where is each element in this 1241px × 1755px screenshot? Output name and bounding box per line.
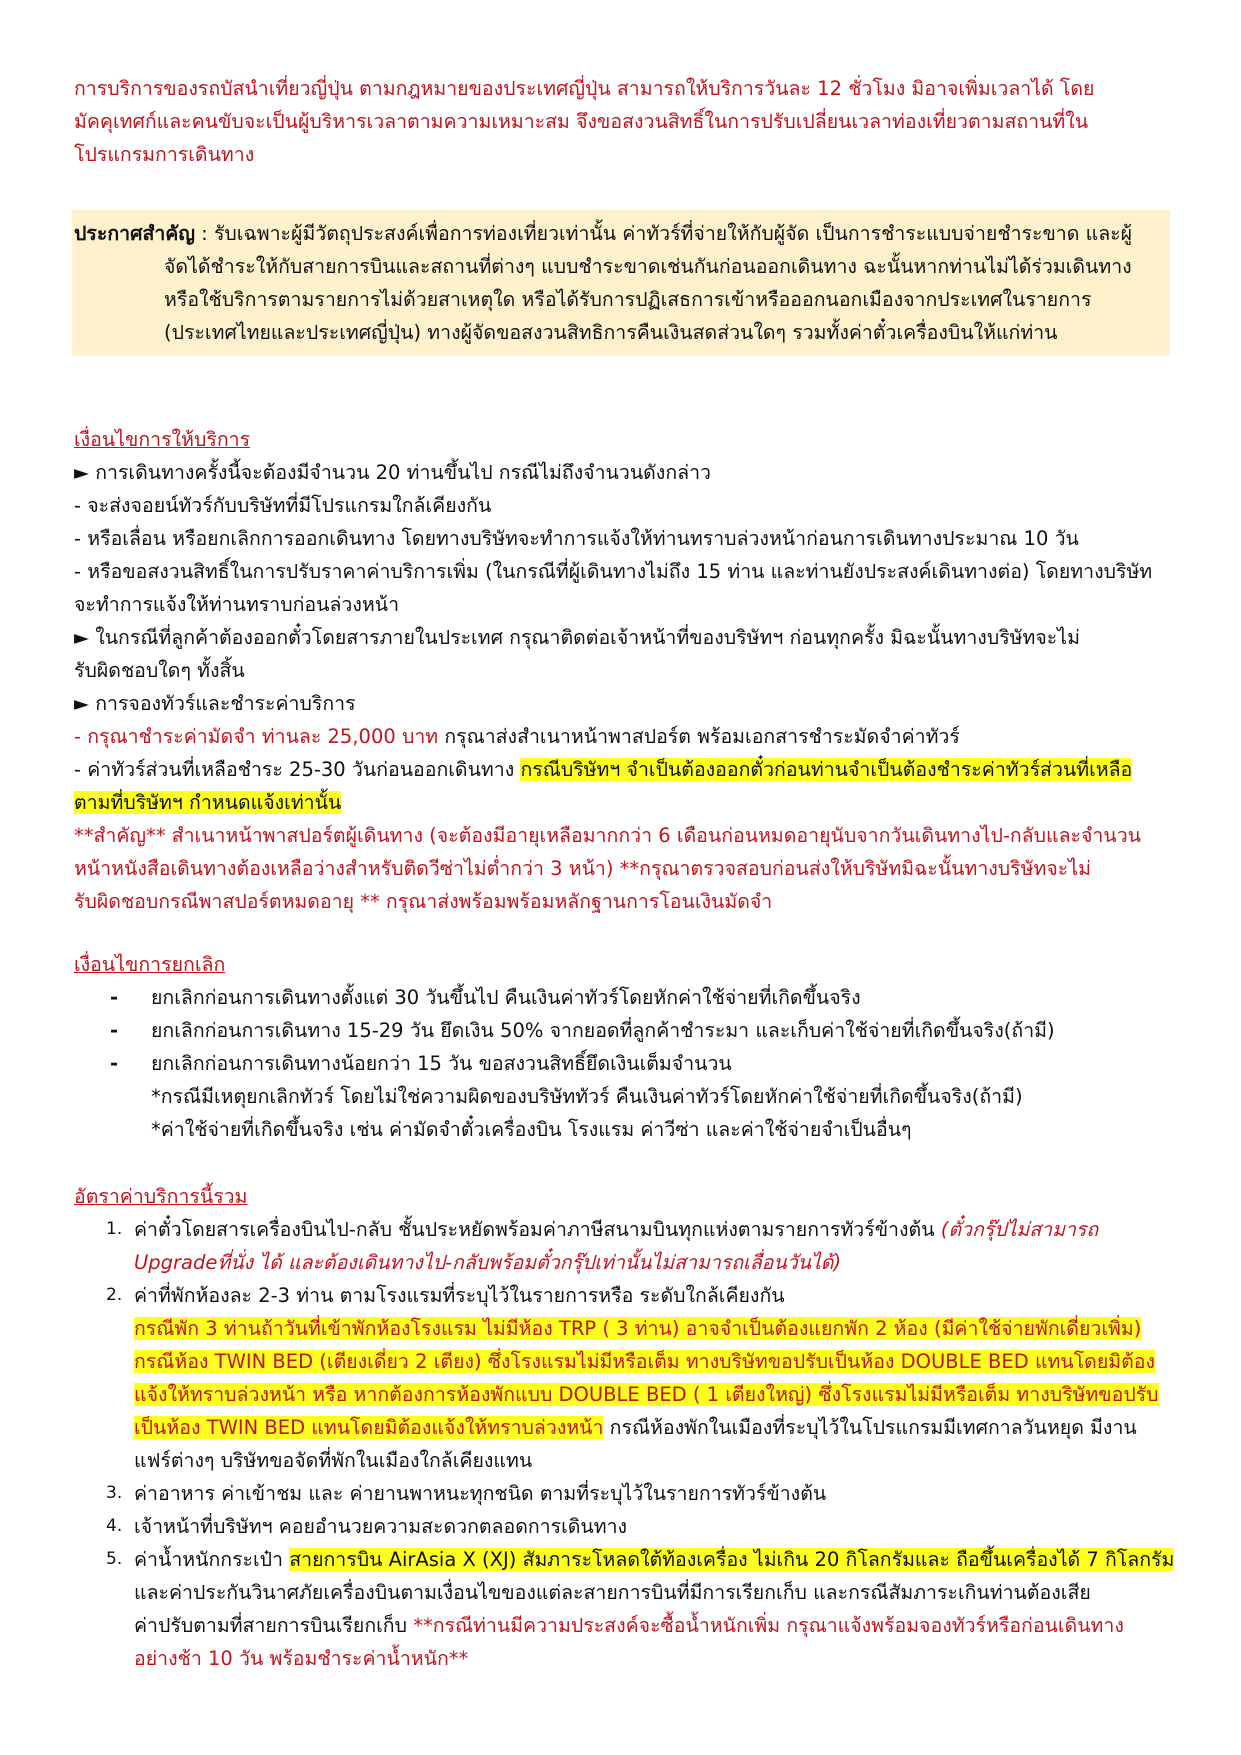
list-item-text: ค่าอาหาร ค่าเข้าชม และ ค่ายานพาหนะทุกชนิด ตามที่ระบุไว้ในรายการทัวร์ข้างต้น	[134, 1482, 827, 1505]
list-item-text: ค่าที่พักห้องละ 2-3 ท่าน ตามโรงแรมที่ระบุไว้ในรายการหรือ ระดับใกล้เคียงกัน	[134, 1284, 785, 1307]
notice-line: หรือใช้บริการตามรายการไม่ด้วยสาเหตุใด หรือได้รับการปฏิเสธการเข้าหรือออกนอกเมืองจากประเทศในรายการ	[164, 288, 1092, 311]
intro-line: โปรแกรมการเดินทาง	[74, 143, 255, 166]
list-item-note: **กรณีท่านมีความประสงค์จะซื้อน้ำหนักเพิ่ม กรุณาแจ้งพร้อมจองทัวร์หรือก่อนเดินทาง	[413, 1614, 1124, 1637]
hotel-highlight: แจ้งให้ทราบล่วงหน้า หรือ หากต้องการห้องพักแบบ DOUBLE BED ( 1 เตียงใหญ่) ซึ่งโรงแรมไม่มีหรือเต็ม ทางบริษัทขอปรับ	[134, 1383, 1159, 1406]
list-item-note: Upgradeที่นั่ง ได้ และต้องเดินทางไป-กลับพร้อมตั๋วกรุ๊ปเท่านั้นไม่สามารถเลื่อนวันได้)	[134, 1251, 842, 1274]
condition-line: - จะส่งจอยน์ทัวร์กับบริษัทที่มีโปรแกรมใกล้เคียงกัน	[74, 494, 492, 517]
hotel-highlight: กรณีห้อง TWIN BED (เตียงเดี่ยว 2 เตียง) ซึ่งโรงแรมไม่มีหรือเต็ม ทางบริษัทขอปรับเป็นห้อง DOUBLE BED แทนโดยมิต้อง	[134, 1350, 1156, 1373]
list-item	[74, 1014, 1169, 1047]
condition-line: รับผิดชอบใดๆ ทั้งสิ้น	[74, 659, 245, 682]
list-item-text: ค่าน้ำหนักกระเป๋า	[134, 1548, 290, 1571]
included-list	[74, 1213, 1175, 1675]
list-item-text: ค่าปรับตามที่สายการบินเรียกเก็บ	[134, 1614, 414, 1637]
list-item-text: ยกเลิกก่อนการเดินทาง 15-29 วัน ยึดเงิน 50% จากยอดที่ลูกค้าชำระมา และเก็บค่าใช้จ่ายที่เกิดขึ้นจริง(ถ้ามี)	[151, 1019, 1055, 1042]
list-item	[74, 1213, 1169, 1279]
service-conditions-section	[74, 423, 1169, 918]
hotel-highlight: กรณีพัก 3 ท่านถ้าวันที่เข้าพักห้องโรงแรม ไม่มีห้อง TRP ( 3 ท่าน) อาจจำเป็นต้องแยกพัก 2 ห้อง (มีค่าใช้จ่ายพักเดี่ยวเพิ่ม)	[134, 1317, 1142, 1340]
balance-line	[74, 753, 1169, 786]
list-item-text: ยกเลิกก่อนการเดินทางน้อยกว่า 15 วัน ขอสงวนสิทธิ์ยึดเงินเต็มจำนวน	[151, 1052, 732, 1075]
cancellation-note: *ค่าใช้จ่ายที่เกิดขึ้นจริง เช่น ค่ามัดจำตั๋วเครื่องบิน โรงแรม ค่าวีซ่า และค่าใช้จ่ายจำเป็นอื่นๆ	[151, 1118, 912, 1141]
list-item-text: กรณีห้องพักในเมืองที่ระบุไว้ในโปรแกรมมีเทศกาลวันหยุด มีงาน	[603, 1416, 1137, 1439]
baggage-highlight: สายการบิน AirAsia X (XJ) สัมภาระโหลดใต้ท้องเครื่อง ไม่เกิน 20 กิโลกรัมและ ถือขึ้นเครื่องได้ 7 กิโลกรัม	[289, 1548, 1175, 1571]
cancellation-section	[74, 948, 1169, 1146]
list-item-text: ยกเลิกก่อนการเดินทางตั้งแต่ 30 วันขึ้นไป คืนเงินค่าทัวร์โดยหักค่าใช้จ่ายที่เกิดขึ้นจริง	[151, 986, 861, 1009]
list-item-text: เจ้าหน้าที่บริษัทฯ คอยอำนวยความสะดวกตลอดการเดินทาง	[134, 1515, 628, 1538]
list-number: 3.	[106, 1483, 123, 1503]
section-heading: เงื่อนไขการยกเลิก	[74, 953, 226, 976]
list-item	[74, 981, 1169, 1014]
bullet-dash: -	[110, 1019, 119, 1042]
condition-line: ► การจองทัวร์และชำระค่าบริการ	[74, 692, 356, 715]
notice-line: (ประเทศไทยและประเทศญี่ปุ่น) ทางผู้จัดขอสงวนสิทธิการคืนเงินสดส่วนใดๆ รวมทั้งค่าตั๋วเครื่องบินให้แก่ท่าน	[164, 321, 1058, 344]
deposit-line	[74, 720, 1169, 753]
intro-line: มัคคุเทศก์และคนขับจะเป็นผู้บริหารเวลาตามความเหมาะสม จึงขอสงวนสิทธิ์ในการปรับเปลี่ยนเวลาท่องเที่ยวตามสถานที่ใน	[74, 110, 1089, 133]
condition-line: - หรือขอสงวนสิทธิ์ในการปรับราคาค่าบริการเพิ่ม (ในกรณีที่ผู้เดินทางไม่ถึง 15 ท่าน และท่านยังประสงค์เดินทางต่อ) โดยทางบริษัท	[74, 560, 1153, 583]
notice-label: ประกาศสำคัญ	[74, 222, 195, 245]
list-item-text: แฟร์ต่างๆ บริษัทขอจัดที่พักในเมืองใกล้เคียงแทน	[134, 1449, 533, 1472]
notice-first-line	[74, 217, 1132, 250]
condition-line: จะทำการแจ้งให้ท่านทราบก่อนล่วงหน้า	[74, 593, 400, 616]
list-item	[74, 1510, 1169, 1543]
balance-line-2	[74, 786, 1169, 819]
hotel-highlight: เป็นห้อง TWIN BED แทนโดยมิต้องแจ้งให้ทราบล่วงหน้า	[134, 1416, 604, 1439]
notice-body	[164, 250, 1154, 349]
intro-paragraph	[74, 72, 1169, 171]
list-item-note: อย่างช้า 10 วัน พร้อมชำระค่าน้ำหนัก**	[134, 1647, 469, 1670]
deposit-text: กรุณาส่งสำเนาหน้าพาสปอร์ต พร้อมเอกสารชำระมัดจำค่าทัวร์	[438, 725, 960, 748]
important-passport-line: **สำคัญ** สำเนาหน้าพาสปอร์ตผู้เดินทาง (จะต้องมีอายุเหลือมากกว่า 6 เดือนก่อนหมดอายุนับจากวันเดินทางไป-กลับและจำนวน	[74, 824, 1141, 847]
condition-line: ► การเดินทางครั้งนี้จะต้องมีจำนวน 20 ท่านขึ้นไป กรณีไม่ถึงจำนวนดังกล่าว	[74, 461, 711, 484]
list-item	[74, 1279, 1169, 1477]
balance-highlight: ตามที่บริษัทฯ กำหนดแจ้งเท่านั้น	[74, 791, 342, 814]
included-services-section	[74, 1180, 1175, 1675]
list-number: 1.	[106, 1219, 123, 1239]
section-heading: เงื่อนไขการให้บริการ	[74, 428, 251, 451]
list-number: 2.	[106, 1285, 123, 1305]
important-notice-box	[72, 210, 1170, 356]
notice-text: : รับเฉพาะผู้มีวัตถุประสงค์เพื่อการท่องเที่ยวเท่านั้น ค่าทัวร์ที่จ่ายให้กับผู้จัด เป็นการชำระแบบจ่ายชำระขาด และผู้	[194, 222, 1133, 245]
bullet-dash: -	[110, 1052, 119, 1075]
deposit-amount: - กรุณาชำระค่ามัดจำ ท่านละ 25,000 บาท	[74, 725, 439, 748]
balance-highlight: กรณีบริษัทฯ จำเป็นต้องออกตั๋วก่อนท่านจำเป็นต้องชำระค่าทัวร์ส่วนที่เหลือ	[520, 758, 1133, 781]
important-passport-line: รับผิดชอบกรณีพาสปอร์ตหมดอายุ ** กรุณาส่งพร้อมพร้อมหลักฐานการโอนเงินมัดจำ	[74, 890, 773, 913]
condition-line: - หรือเลื่อน หรือยกเลิกการออกเดินทาง โดยทางบริษัทจะทำการแจ้งให้ท่านทราบล่วงหน้าก่อนการเดินทางประมาณ 10 วัน	[74, 527, 1079, 550]
intro-line: การบริการของรถบัสนำเที่ยวญี่ปุ่น ตามกฎหมายของประเทศญี่ปุ่น สามารถให้บริการวันละ 12 ชั่วโมง มิอาจเพิ่มเวลาได้ โดย	[74, 77, 1095, 100]
list-item-note: (ตั๋วกรุ๊ปไม่สามารถ	[940, 1218, 1099, 1241]
condition-line: ► ในกรณีที่ลูกค้าต้องออกตั๋วโดยสารภายในประเทศ กรุณาติดต่อเจ้าหน้าที่ของบริษัทฯ ก่อนทุกครั้ง มิฉะนั้นทางบริษัทจะไม่	[74, 626, 1080, 649]
section-heading: อัตราค่าบริการนี้รวม	[74, 1185, 248, 1208]
list-item	[74, 1047, 1169, 1080]
list-item-text: และค่าประกันวินาศภัยเครื่องบินตามเงื่อนไขของแต่ละสายการบินที่มีการเรียกเก็บ และกรณีสัมภาระเกินท่านต้องเสีย	[134, 1581, 1091, 1604]
cancellation-note: *กรณีมีเหตุยกเลิกทัวร์ โดยไม่ใช่ความผิดของบริษัททัวร์ คืนเงินค่าทัวร์โดยหักค่าใช้จ่ายที่เกิดขึ้นจริง(ถ้ามี)	[151, 1085, 1023, 1108]
list-item	[74, 1543, 1175, 1675]
list-number: 4.	[106, 1516, 123, 1536]
notice-line: จัดได้ชำระให้กับสายการบินและสถานที่ต่างๆ แบบชำระขาดเช่นกันก่อนออกเดินทาง ฉะนั้นหากท่านไม่ได้ร่วมเดินทาง	[164, 255, 1132, 278]
important-passport-line: หน้าหนังสือเดินทางต้องเหลือว่างสำหรับติดวีซ่าไม่ต่ำกว่า 3 หน้า) **กรุณาตรวจสอบก่อนส่งให้บริษัทมิฉะนั้นทางบริษัทจะไม่	[74, 857, 1091, 880]
bullet-dash: -	[110, 986, 119, 1009]
list-item-text: ค่าตั๋วโดยสารเครื่องบินไป-กลับ ชั้นประหยัดพร้อมค่าภาษีสนามบินทุกแห่งตามรายการทัวร์ข้างต้น	[134, 1218, 941, 1241]
list-item	[74, 1477, 1169, 1510]
list-number: 5.	[106, 1549, 123, 1569]
balance-text: - ค่าทัวร์ส่วนที่เหลือชำระ 25-30 วันก่อนออกเดินทาง	[74, 758, 521, 781]
